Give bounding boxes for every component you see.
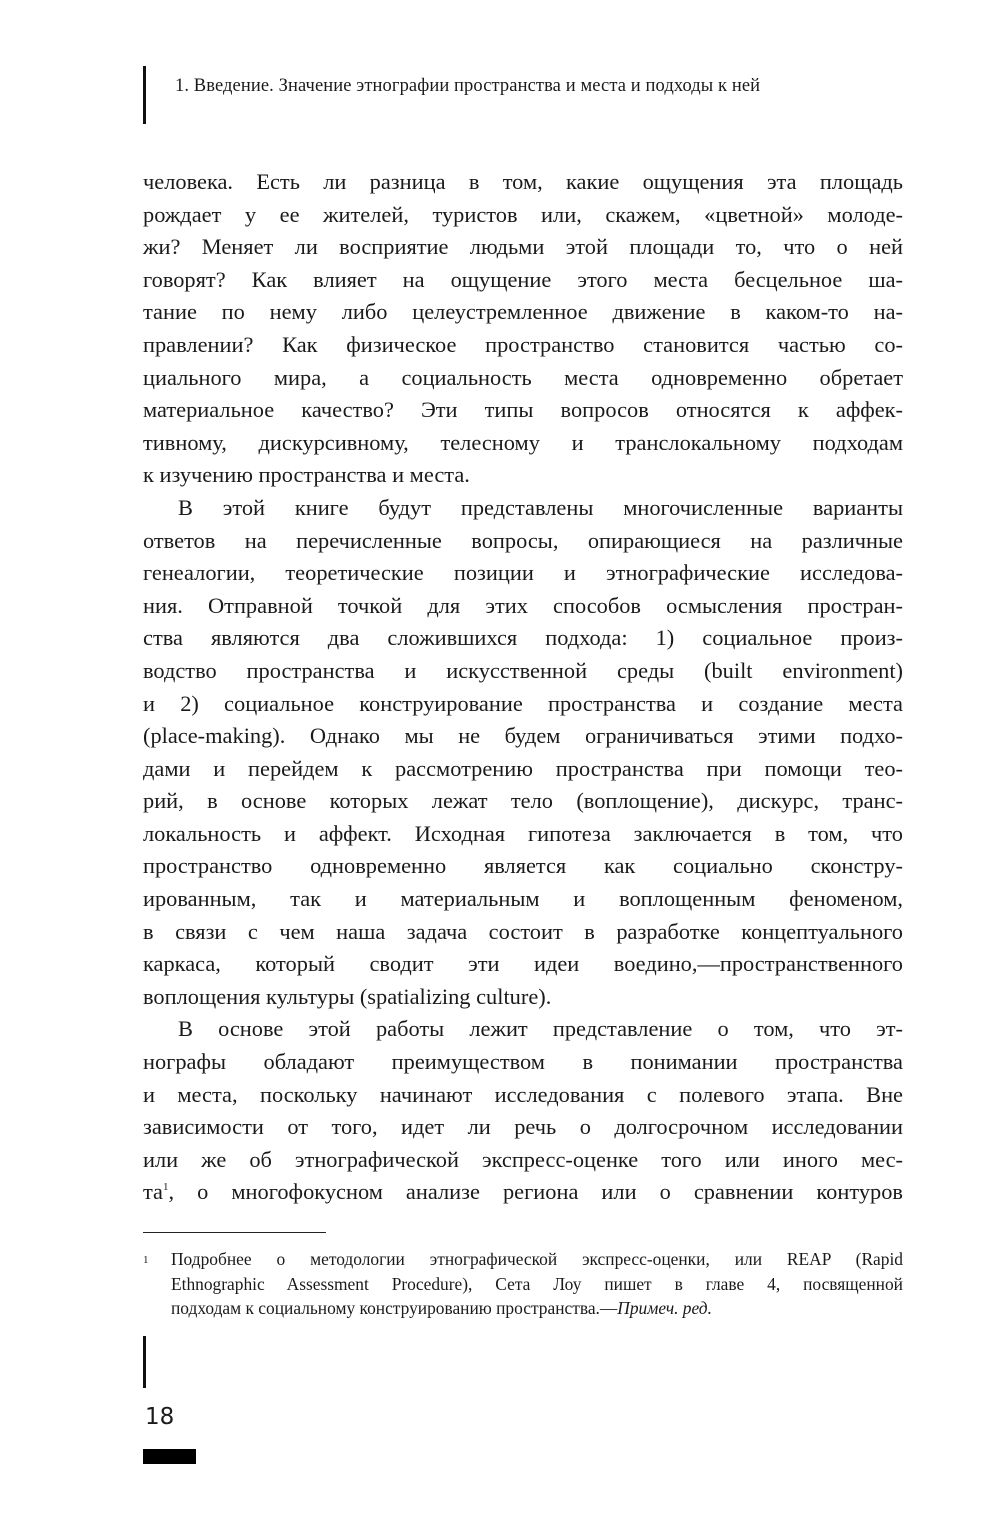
text-line: воплощения культуры (spatializing culture).	[143, 983, 552, 1009]
text-line: в связи с чем наша задача состоит в разработке концептуального	[143, 918, 903, 944]
text-fragment: , о многофокусном анализе региона или о сравнении контуров	[168, 1179, 903, 1205]
footnote-body	[171, 1247, 903, 1321]
footnote-line	[171, 1296, 903, 1321]
text-line: ния. Отправной точкой для этих способов осмысления простран-	[143, 592, 903, 618]
text-line: ответов на перечисленные вопросы, опирающиеся на различные	[143, 527, 903, 553]
footnote-divider	[143, 1232, 326, 1233]
text-line: материальное качество? Эти типы вопросов относятся к аффек-	[143, 397, 903, 423]
page-number: 18	[145, 1404, 175, 1430]
text-line: генеалогии, теоретические позиции и этнографические исследова-	[143, 560, 903, 586]
text-line: рождает у ее жителей, туристов или, скажем, «цветной» молоде-	[143, 201, 903, 227]
footnote	[143, 1247, 903, 1321]
text-line	[143, 1176, 903, 1209]
text-line: тивному, дискурсивному, телесному и транслокальному подходам	[143, 429, 903, 455]
body-text	[143, 166, 903, 1209]
footnote-line: Подробнее о методологии этнографической экспресс-оценки, или REAP (Rapid	[171, 1249, 903, 1269]
footer-rule	[143, 1336, 146, 1388]
header-rule	[143, 66, 146, 124]
paragraph-3	[143, 1013, 903, 1209]
text-line: локальность и аффект. Исходная гипотеза заключается в том, что	[143, 820, 903, 846]
footnote-text: подходам к социальному конструированию пространства.—	[171, 1298, 618, 1318]
text-line: ированным, так и материальным и воплощенным феноменом,	[143, 886, 903, 912]
text-line: рий, в основе которых лежат тело (воплощение), дискурс, транс-	[143, 788, 903, 814]
text-line: жи? Меняет ли восприятие людьми этой площади то, что о ней	[143, 234, 903, 260]
paragraph-1	[143, 166, 903, 492]
text-line: говорят? Как влияет на ощущение этого места бесцельное ша-	[143, 266, 903, 292]
footnote-line: Ethnographic Assessment Procedure), Сета Лоу пишет в главе 4, посвященной	[171, 1273, 903, 1294]
editor-note: Примеч. ред.	[617, 1298, 712, 1318]
text-line: пространство одновременно является как социально сконстру-	[143, 853, 903, 879]
text-line: (place-making). Однако мы не будем ограничиваться этими подхо-	[143, 723, 903, 749]
footnote-mark: 1	[143, 1254, 149, 1266]
paragraph-2	[143, 492, 903, 1014]
text-fragment: та	[143, 1179, 163, 1205]
text-line: или же об этнографической экспресс-оценке того или иного мес-	[143, 1146, 903, 1172]
footnote-reference[interactable]: 1	[163, 1181, 169, 1194]
text-line: и 2) социальное конструирование пространства и создание места	[143, 690, 903, 716]
text-line: к изучению пространства и места.	[143, 462, 470, 488]
text-line: каркаса, который сводит эти идеи воедино,—пространственного	[143, 951, 903, 977]
text-line: В этой книге будут представлены многочисленные варианты	[178, 494, 903, 520]
text-line: В основе этой работы лежит представление о том, что эт-	[178, 1016, 903, 1042]
text-line: водство пространства и искусственной среды (built environment)	[143, 657, 903, 683]
text-line: правлении? Как физическое пространство становится частью со-	[143, 331, 903, 357]
text-line: человека. Есть ли разница в том, какие ощущения эта площадь	[143, 169, 903, 194]
text-line: зависимости от того, идет ли речь о долгосрочном исследовании	[143, 1114, 903, 1140]
page-marker-bar	[143, 1449, 196, 1464]
text-line: циального мира, а социальность места одновременно обретает	[143, 364, 903, 390]
text-line: нографы обладают преимуществом в понимании пространства	[143, 1049, 903, 1075]
running-head: 1. Введение. Значение этнографии пространства и места и подходы к ней	[175, 76, 761, 96]
text-line: тание по нему либо целеустремленное движение в каком-то на-	[143, 299, 903, 325]
text-line: ства являются два сложившихся подхода: 1) социальное произ-	[143, 625, 903, 651]
text-line: дами и перейдем к рассмотрению пространства при помощи тео-	[143, 755, 903, 781]
text-line: и места, поскольку начинают исследования с полевого этапа. Вне	[143, 1081, 903, 1107]
